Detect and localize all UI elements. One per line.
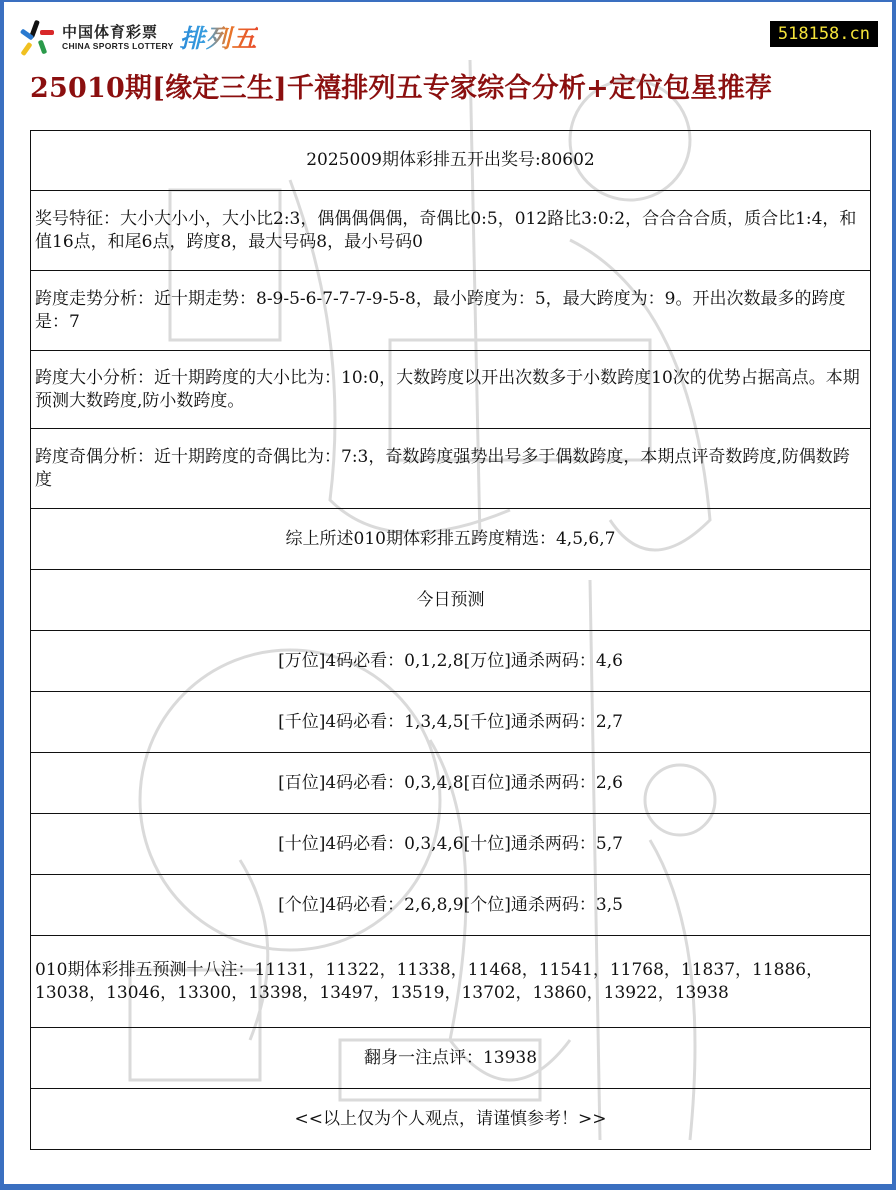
today-prediction-heading: 今日预测 bbox=[31, 570, 871, 631]
table-row bbox=[31, 191, 871, 271]
units-position-cell: [个位]4码必看：2,6,8,9[个位]通杀两码：3,5 bbox=[31, 875, 871, 936]
page-title: 25010期[缘定三生]千禧排列五专家综合分析+定位包星推荐 bbox=[30, 73, 773, 104]
table-row bbox=[31, 509, 871, 570]
china-sports-lottery-logo bbox=[18, 18, 258, 56]
site-badge: 518158.cn bbox=[770, 21, 878, 47]
table-row bbox=[31, 692, 871, 753]
table-row bbox=[31, 1089, 871, 1150]
span-size-cell: 跨度大小分析：近十期跨度的大小比为：10:0，大数跨度以开出次数多于小数跨度10次的优势占据高点。本期预测大数跨度,防小数跨度。 bbox=[31, 351, 871, 429]
logo-chinese-text: 中国体育彩票 bbox=[62, 22, 159, 41]
number-features-cell: 奖号特征：大小大小小，大小比2:3，偶偶偶偶偶，奇偶比0:5，012路比3:0:2，合合合合质，质合比1:4，和值16点，和尾6点，跨度8，最大号码8，最小号码0 bbox=[31, 191, 871, 271]
draw-result-cell: 2025009期体彩排五开出奖号:80602 bbox=[31, 131, 871, 191]
game-name-logo: 排列五 bbox=[180, 19, 258, 55]
table-row bbox=[31, 875, 871, 936]
table-row bbox=[31, 753, 871, 814]
table-row bbox=[31, 131, 871, 191]
thousands-position-cell: [千位]4码必看：1,3,4,5[千位]通杀两码：2,7 bbox=[31, 692, 871, 753]
ten-thousands-position-cell: [万位]4码必看：0,1,2,8[万位]通杀两码：4,6 bbox=[31, 631, 871, 692]
lottery-star-icon bbox=[18, 18, 58, 56]
table-row bbox=[31, 1028, 871, 1089]
disclaimer-cell: <<以上仅为个人观点，请谨慎参考！>> bbox=[31, 1089, 871, 1150]
table-row bbox=[31, 429, 871, 509]
single-bet-cell: 翻身一注点评：13938 bbox=[31, 1028, 871, 1089]
span-trend-cell: 跨度走势分析：近十期走势：8-9-5-6-7-7-7-9-5-8，最小跨度为：5，最大跨度为：9。开出次数最多的跨度是：7 bbox=[31, 271, 871, 351]
header bbox=[18, 14, 878, 58]
span-parity-cell: 跨度奇偶分析：近十期跨度的奇偶比为：7:3，奇数跨度强势出号多于偶数跨度，本期点评奇数跨度,防偶数跨度 bbox=[31, 429, 871, 509]
eighteen-bets-cell: 010期体彩排五预测十八注：11131，11322，11338，11468，11541，11768，11837，11886，13038，13046，13300，13398，13497，13519，13702，13860，13922，13938 bbox=[31, 936, 871, 1028]
table-row bbox=[31, 271, 871, 351]
logo-english-text: CHINA SPORTS LOTTERY bbox=[62, 40, 174, 51]
table-row bbox=[31, 936, 871, 1028]
hundreds-position-cell: [百位]4码必看：0,3,4,8[百位]通杀两码：2,6 bbox=[31, 753, 871, 814]
span-selection-cell: 综上所述010期体彩排五跨度精选：4,5,6,7 bbox=[31, 509, 871, 570]
table-row bbox=[31, 351, 871, 429]
table-row bbox=[31, 814, 871, 875]
tens-position-cell: [十位]4码必看：0,3,4,6[十位]通杀两码：5,7 bbox=[31, 814, 871, 875]
analysis-table bbox=[30, 130, 871, 1150]
table-row bbox=[31, 631, 871, 692]
table-row bbox=[31, 570, 871, 631]
